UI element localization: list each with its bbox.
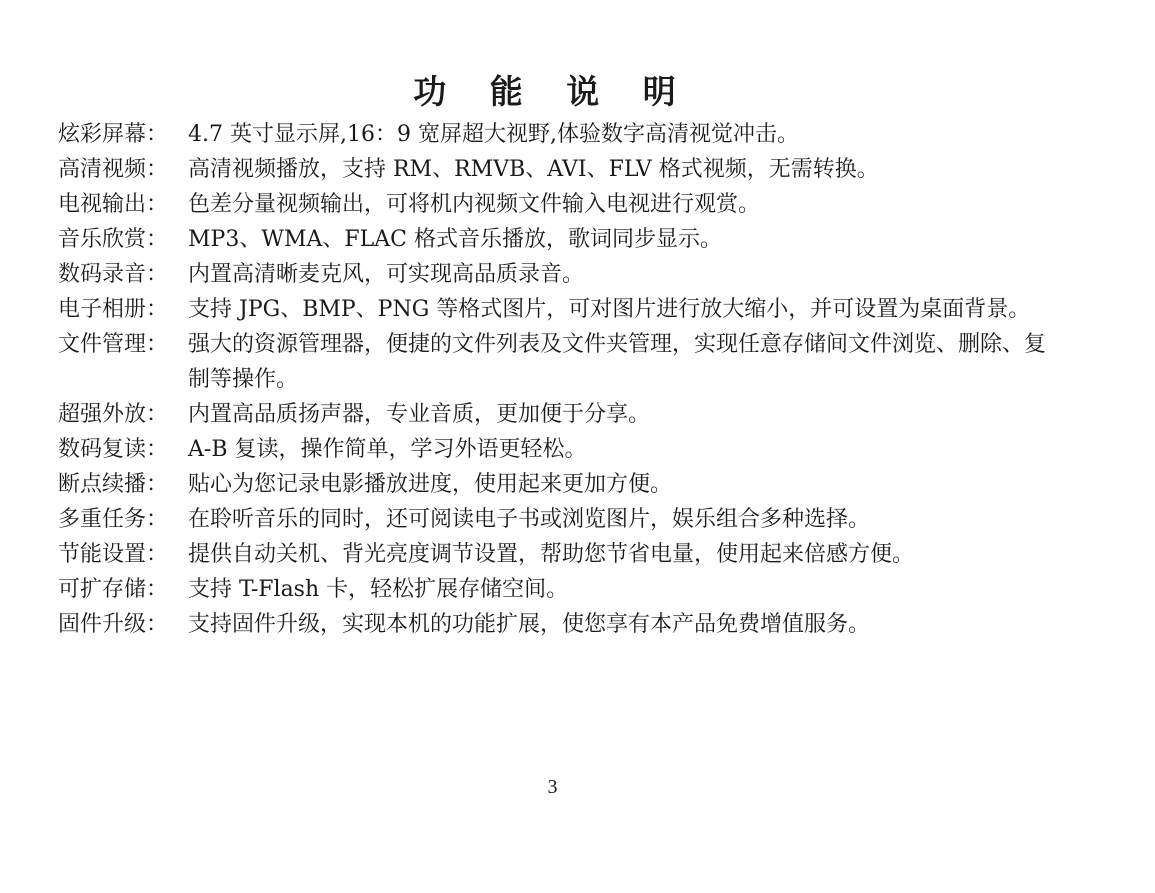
feature-label: 数码复读：	[58, 437, 169, 462]
feature-description: 色差分量视频输出，可将机内视频文件输入电视进行观赏。	[188, 192, 761, 217]
feature-description: 强大的资源管理器，便捷的文件列表及文件夹管理，实现任意存储间文件浏览、删除、复制等操作。	[188, 332, 1047, 392]
feature-label: 炫彩屏幕：	[58, 122, 169, 147]
feature-label: 节能设置：	[58, 542, 169, 567]
feature-label: 文件管理：	[58, 332, 169, 357]
feature-item-tv-output	[58, 187, 1118, 222]
feature-item-hd-video	[58, 152, 1118, 187]
feature-list	[58, 117, 1118, 642]
feature-description: 4.7 英寸显示屏,16：9 宽屏超大视野,体验数字高清视觉冲击。	[188, 122, 799, 147]
feature-item-resume-playback	[58, 467, 1118, 502]
feature-label: 可扩存储：	[58, 577, 169, 602]
feature-item-firmware-upgrade	[58, 607, 1118, 642]
feature-description: 支持 JPG、BMP、PNG 等格式图片，可对图片进行放大缩小，并可设置为桌面背景。	[188, 297, 1031, 322]
feature-item-display	[58, 117, 1118, 152]
feature-description: A-B 复读，操作简单，学习外语更轻松。	[188, 437, 587, 462]
feature-item-photo-album	[58, 292, 1118, 327]
feature-item-power-saving	[58, 537, 1118, 572]
feature-label: 多重任务：	[58, 507, 169, 532]
feature-description: 支持固件升级，实现本机的功能扩展，使您享有本产品免费增值服务。	[188, 612, 871, 637]
feature-item-expandable-storage	[58, 572, 1118, 607]
feature-label: 电视输出：	[58, 192, 169, 217]
feature-description: 支持 T-Flash 卡，轻松扩展存储空间。	[188, 577, 569, 602]
feature-item-multitask	[58, 502, 1118, 537]
feature-label: 音乐欣赏：	[58, 227, 169, 252]
feature-description: MP3、WMA、FLAC 格式音乐播放，歌词同步显示。	[188, 227, 722, 252]
feature-description: 高清视频播放，支持 RM、RMVB、AVI、FLV 格式视频，无需转换。	[188, 157, 879, 182]
feature-description: 提供自动关机、背光亮度调节设置，帮助您节省电量，使用起来倍感方便。	[188, 542, 915, 567]
feature-description: 在聆听音乐的同时，还可阅读电子书或浏览图片，娱乐组合多种选择。	[188, 507, 871, 532]
page-title: 功 能 说 明	[413, 72, 692, 111]
feature-description: 内置高清晰麦克风，可实现高品质录音。	[188, 262, 585, 287]
feature-label: 断点续播：	[58, 472, 169, 497]
feature-item-music	[58, 222, 1118, 257]
feature-item-repeat	[58, 432, 1118, 467]
feature-label: 超强外放：	[58, 402, 169, 427]
feature-label: 固件升级：	[58, 612, 169, 637]
feature-description: 内置高品质扬声器，专业音质，更加便于分享。	[188, 402, 651, 427]
feature-label: 高清视频：	[58, 157, 169, 182]
feature-label: 电子相册：	[58, 297, 169, 322]
feature-label: 数码录音：	[58, 262, 169, 287]
feature-item-speaker	[58, 397, 1118, 432]
feature-description: 贴心为您记录电影播放进度，使用起来更加方便。	[188, 472, 673, 497]
page-number: 3	[547, 776, 558, 798]
feature-item-file-manager	[58, 327, 1118, 397]
feature-item-recording	[58, 257, 1118, 292]
